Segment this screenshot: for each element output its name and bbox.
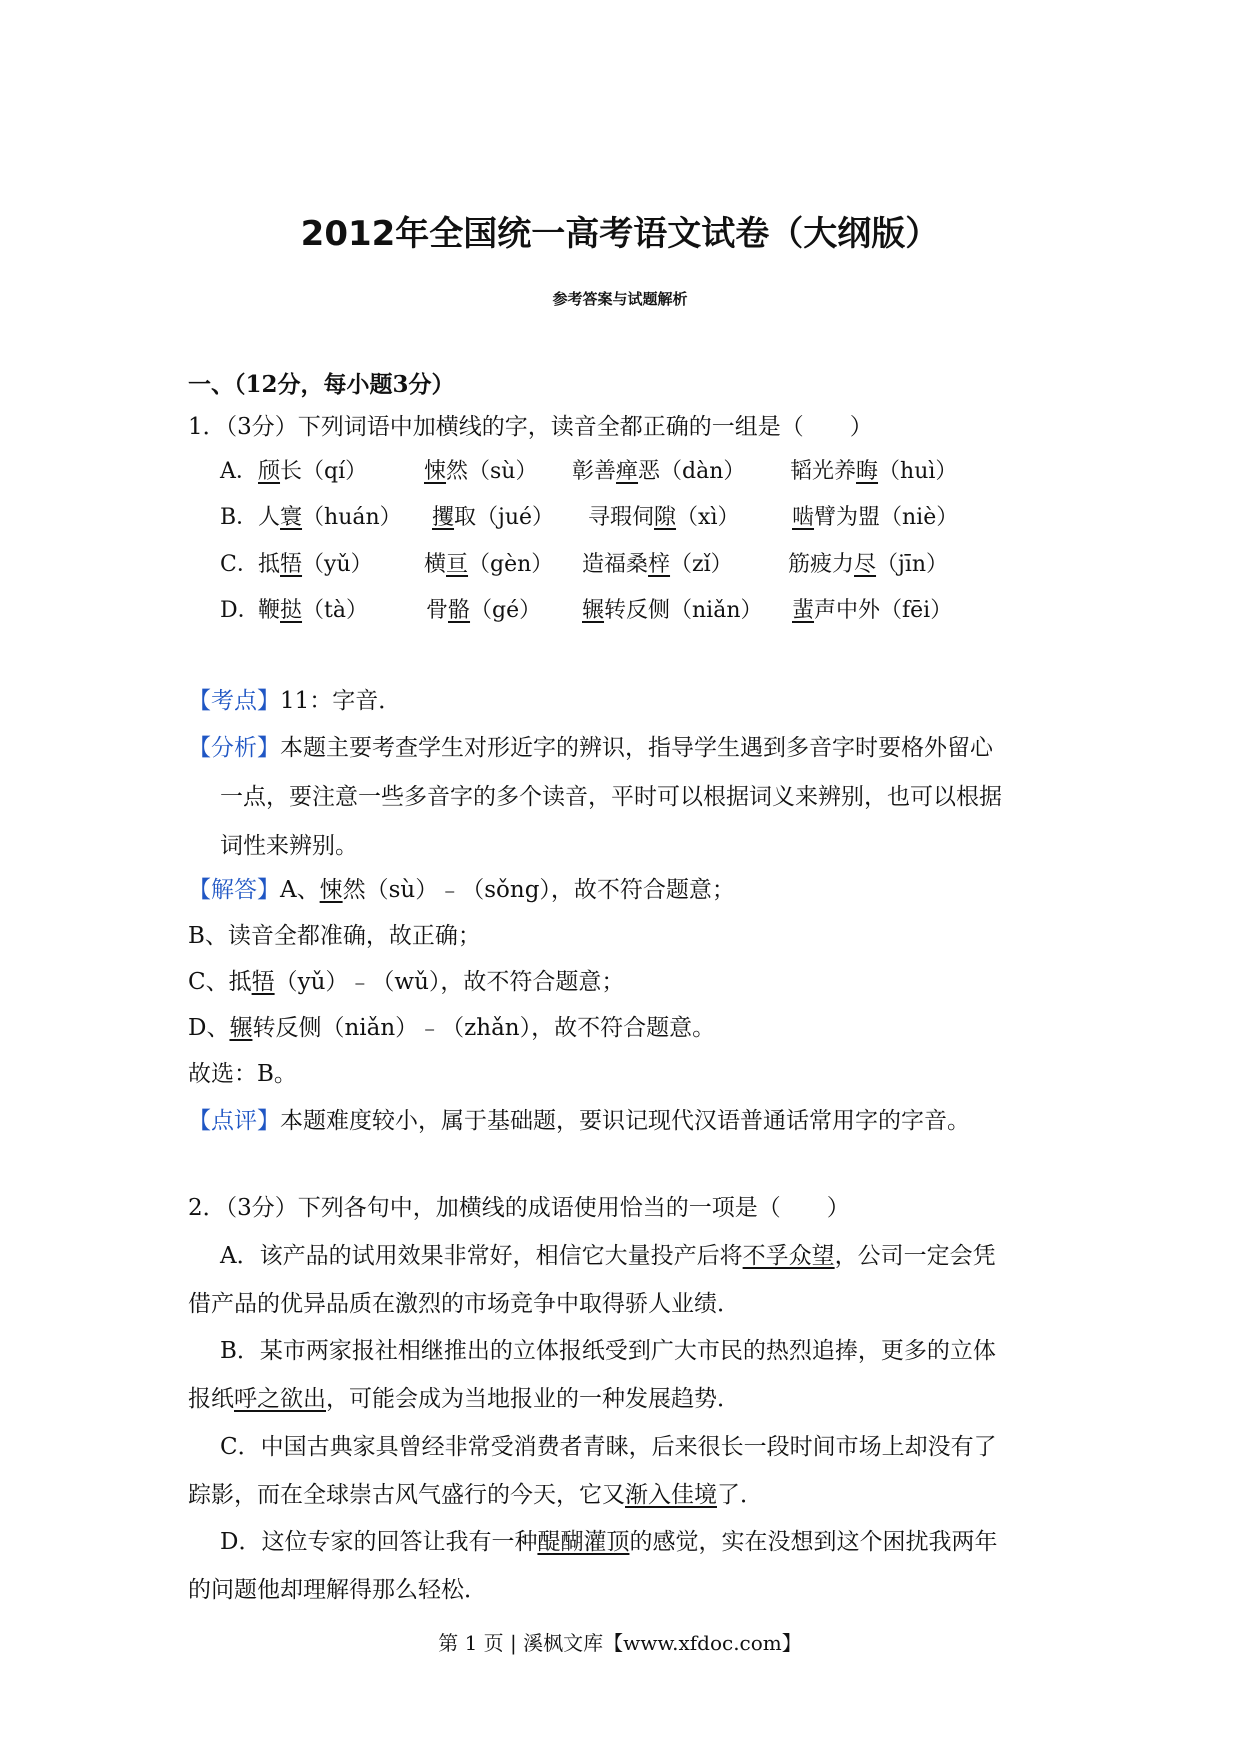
- q1-option-b-label: B．: [220, 505, 259, 530]
- q1-option-d-word4: 蜚声中外（fēi）: [792, 598, 953, 623]
- fenxi-line-1: 【分析】本题主要考查学生对形近字的辨识，指导学生遇到多音字时要格外留心: [188, 735, 993, 761]
- kaodian-tag: 【考点】: [188, 688, 280, 714]
- q2-option-c-line2: 踪影，而在全球崇古风气盛行的今天，它又渐入佳境了．: [188, 1482, 763, 1508]
- q1-option-c-label: C．: [220, 552, 259, 577]
- q1-option-a-word2: 悚然（sù）: [424, 459, 538, 484]
- q2-option-d-line1: D．这位专家的回答让我有一种醍醐灌顶的感觉，实在没想到这个困扰我两年: [220, 1529, 998, 1555]
- page-footer: 第 1 页 | 溪枫文库【www.xfdoc.com】: [438, 1631, 802, 1655]
- q1-option-c-word4: 筋疲力尽（jīn）: [788, 552, 949, 577]
- q1-option-a-word4: 韬光养晦（huì）: [790, 459, 958, 484]
- q1-option-b-word3: 寻瑕伺隙（xì）: [588, 505, 740, 530]
- jieda-line-b: B、读音全都准确，故正确；: [188, 923, 481, 949]
- q1-option-b-word2: 攫取（jué）: [432, 505, 555, 530]
- q1-option-b-word4: 啮臂为盟（niè）: [792, 505, 959, 530]
- q1-stem: 1．（3分）下列词语中加横线的字，读音全都正确的一组是（ ）: [188, 414, 873, 440]
- jieda-tag: 【解答】: [188, 877, 280, 903]
- document-subtitle: 参考答案与试题解析: [552, 290, 688, 308]
- fenxi-tag: 【分析】: [188, 735, 280, 761]
- q1-option-d-word2: 骨骼（gé）: [426, 598, 542, 623]
- q2-option-a-line1: A．该产品的试用效果非常好，相信它大量投产后将不孚众望，公司一定会凭: [220, 1243, 996, 1269]
- fenxi-line-3: 词性来辨别。: [220, 833, 358, 859]
- q2-stem: 2．（3分）下列各句中，加横线的成语使用恰当的一项是（ ）: [188, 1195, 850, 1221]
- q1-option-a-word3: 彰善瘅恶（dàn）: [572, 459, 746, 484]
- q2-option-a-line2: 借产品的优异品质在激烈的市场竞争中取得骄人业绩．: [188, 1291, 740, 1317]
- answer-line: 故选：B。: [188, 1061, 297, 1087]
- dianping-line: 【点评】本题难度较小，属于基础题，要识记现代汉语普通话常用字的字音。: [188, 1108, 970, 1134]
- q1-option-b-word1: 人寰（huán）: [258, 505, 402, 530]
- dianping-tag: 【点评】: [188, 1108, 280, 1134]
- q1-option-d-word3: 辗转反侧（niǎn）: [582, 598, 763, 623]
- kaodian-line: 【考点】11：字音．: [188, 688, 402, 714]
- q2-option-d-line2: 的问题他却理解得那么轻松．: [188, 1577, 487, 1603]
- fenxi-line-2: 一点，要注意一些多音字的多个读音，平时可以根据词义来辨别，也可以根据: [220, 784, 1002, 810]
- q1-option-c-word1: 抵牾（yǔ）: [258, 552, 373, 577]
- q2-option-b-line2: 报纸呼之欲出，可能会成为当地报业的一种发展趋势．: [188, 1386, 740, 1412]
- q1-option-a-word1: 颀长（qí）: [258, 459, 368, 484]
- q1-option-c-word3: 造福桑梓（zǐ）: [582, 552, 733, 577]
- q1-option-c-word2: 横亘（gèn）: [424, 552, 554, 577]
- q2-option-c-line1: C．中国古典家具曾经非常受消费者青睐，后来很长一段时间市场上却没有了: [220, 1434, 997, 1460]
- q1-option-a-label: A．: [220, 459, 258, 484]
- q1-option-d-label: D．: [220, 598, 260, 623]
- q2-option-b-line1: B．某市两家报社相继推出的立体报纸受到广大市民的热烈追捧，更多的立体: [220, 1338, 996, 1364]
- section-heading: 一、（12分，每小题3分）: [188, 371, 455, 398]
- document-title: 2012年全国统一高考语文试卷（大纲版）: [300, 214, 940, 254]
- jieda-line-c: C、抵牾（yǔ）﹣（wǔ），故不符合题意；: [188, 969, 625, 995]
- jieda-line-d: D、辗转反侧（niǎn）﹣（zhǎn），故不符合题意。: [188, 1015, 716, 1041]
- q1-option-d-word1: 鞭挞（tà）: [258, 598, 368, 623]
- jieda-line-a: 【解答】A、悚然（sù）﹣（sǒng），故不符合题意；: [188, 877, 735, 903]
